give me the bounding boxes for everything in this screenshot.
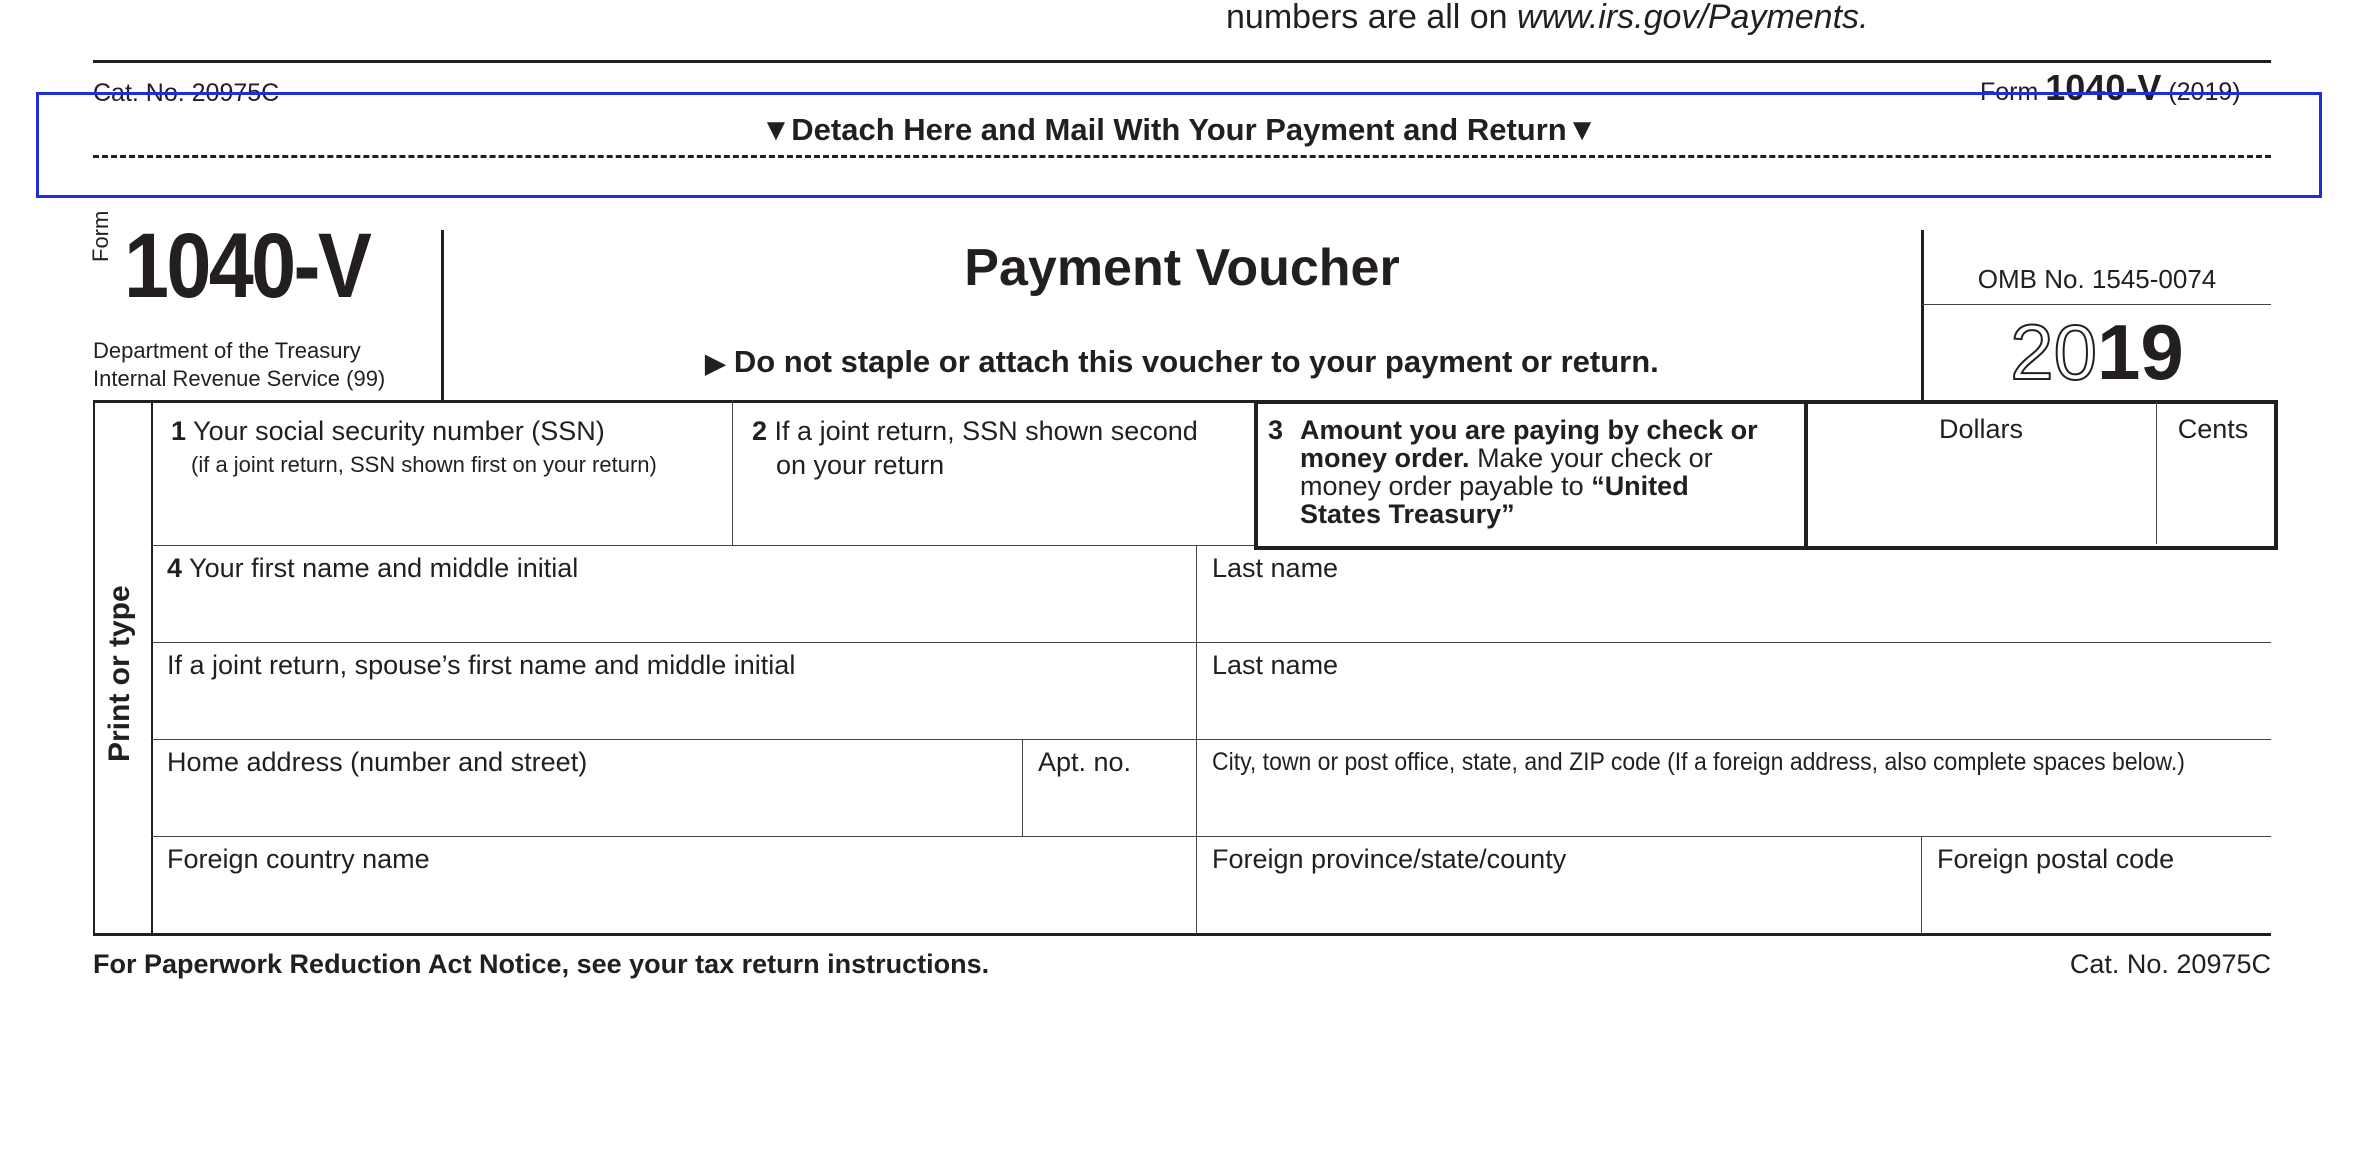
cents-divider [2156, 402, 2157, 544]
row-line-3 [151, 739, 2271, 740]
row-line-4 [151, 836, 2271, 837]
top-note-prefix: numbers are all on [1226, 0, 1518, 36]
home-address-label: Home address (number and street) [167, 747, 588, 777]
spouse-first-name-field[interactable] [153, 644, 1195, 738]
amount-line3-text: money order payable to [1300, 471, 1592, 501]
foreign-province-label: Foreign province/state/county [1212, 844, 1567, 874]
dept-line1: Department of the Treasury [93, 338, 361, 363]
ssn2-field[interactable] [734, 402, 1254, 544]
top-cat-no: Cat. No. 20975C [93, 79, 280, 107]
foreign-postal-label: Foreign postal code [1937, 844, 2175, 874]
detach-highlight-box [36, 92, 2322, 198]
row-line-2 [151, 642, 2271, 643]
ssn2-num: 2 [752, 416, 768, 446]
detach-label: Detach Here and Mail With Your Payment and Return [791, 112, 1567, 147]
top-form-year: (2019) [2168, 78, 2241, 106]
tax-year-outline: 20 [2010, 308, 2097, 396]
form-number: 1040-V [124, 215, 370, 317]
omb-number: OMB No. 1545-0074 [1977, 264, 2217, 294]
ssn-divider [732, 400, 733, 546]
amount-line1: Amount you are paying by check or [1300, 415, 1758, 445]
ssn-label-text: Your social security number (SSN) [193, 416, 605, 446]
foreign-postal-field[interactable] [1923, 838, 2270, 932]
footer-cat-no: Cat. No. 20975C [2069, 949, 2271, 979]
grid-bottom-line [93, 933, 2271, 936]
last-name-label: Last name [1212, 553, 1339, 583]
tax-year-bold: 19 [2097, 308, 2184, 396]
ssn-sublabel: (if a joint return, SSN shown first on your return) [191, 452, 657, 477]
ssn2-label-text: If a joint return, SSN shown second [774, 416, 1198, 446]
apt-field[interactable] [1024, 741, 1195, 835]
top-note [1226, 0, 1869, 36]
ssn-num: 1 [171, 416, 187, 446]
dollars-field[interactable] [1808, 404, 2154, 542]
voucher-instruction [443, 344, 1921, 381]
city-label: City, town or post office, state, and ZIP code (If a foreign address, also complete spaces below.) [1212, 748, 2185, 776]
amount-line2-text: Make your check or [1469, 443, 1713, 473]
name-col-divider [1196, 546, 1197, 934]
dept-line2: Internal Revenue Service (99) [93, 366, 386, 391]
ssn-label [171, 416, 605, 446]
tax-year [1923, 308, 2271, 396]
amount-line2 [1300, 444, 1758, 472]
top-form-number: 1040-V [2045, 67, 2162, 108]
last-name-field[interactable] [1198, 547, 2270, 641]
detach-arrow-left: ▼ [760, 112, 792, 147]
omb-divider [1922, 304, 2271, 305]
ssn-field[interactable] [153, 402, 731, 544]
cents-label: Cents [2177, 414, 2249, 444]
amount-line3-bold: “United [1591, 471, 1689, 501]
amount-line3 [1300, 472, 1758, 500]
first-name-field[interactable] [153, 547, 1195, 641]
apt-divider [1022, 739, 1023, 836]
instruction-arrow-icon: ▶ [705, 348, 726, 378]
top-rule [93, 60, 2271, 63]
ssn2-label [752, 416, 1198, 446]
first-name-num: 4 [167, 553, 183, 583]
amount-num: 3 [1268, 415, 1284, 445]
top-form-word: Form [1980, 78, 2039, 106]
grid-left-line [93, 400, 95, 934]
form-word-vertical: Form [88, 210, 113, 262]
row-line-1 [151, 545, 1256, 546]
apt-label: Apt. no. [1038, 747, 1132, 777]
payments-url[interactable]: www.irs.gov/Payments. [1517, 0, 1869, 36]
spouse-first-name-label: If a joint return, spouse’s first name and middle initial [167, 650, 796, 680]
spouse-last-name-label: Last name [1212, 650, 1339, 680]
ssn2-label-line2: on your return [776, 450, 945, 480]
dollars-label: Dollars [1938, 414, 2024, 444]
spouse-last-name-field[interactable] [1198, 644, 2270, 738]
foreign-country-label: Foreign country name [167, 844, 430, 874]
postal-divider [1921, 836, 1922, 934]
detach-arrow-right: ▼ [1566, 112, 1598, 147]
amount-line2-bold: money order. [1300, 443, 1470, 473]
cents-field[interactable] [2158, 404, 2268, 542]
paperwork-notice: For Paperwork Reduction Act Notice, see your tax return instructions. [93, 949, 990, 979]
foreign-province-field[interactable] [1198, 838, 1920, 932]
city-field[interactable] [1198, 741, 2270, 835]
home-address-field[interactable] [153, 741, 1021, 835]
voucher-title: Payment Voucher [964, 239, 1400, 297]
first-name-label-text: Your first name and middle initial [189, 553, 579, 583]
amount-line4: States Treasury” [1300, 499, 1515, 529]
instruction-text: Do not staple or attach this voucher to your payment or return. [733, 344, 1659, 379]
first-name-label [167, 553, 578, 583]
print-or-type-label: Print or type [103, 585, 136, 762]
foreign-country-field[interactable] [153, 838, 1195, 932]
